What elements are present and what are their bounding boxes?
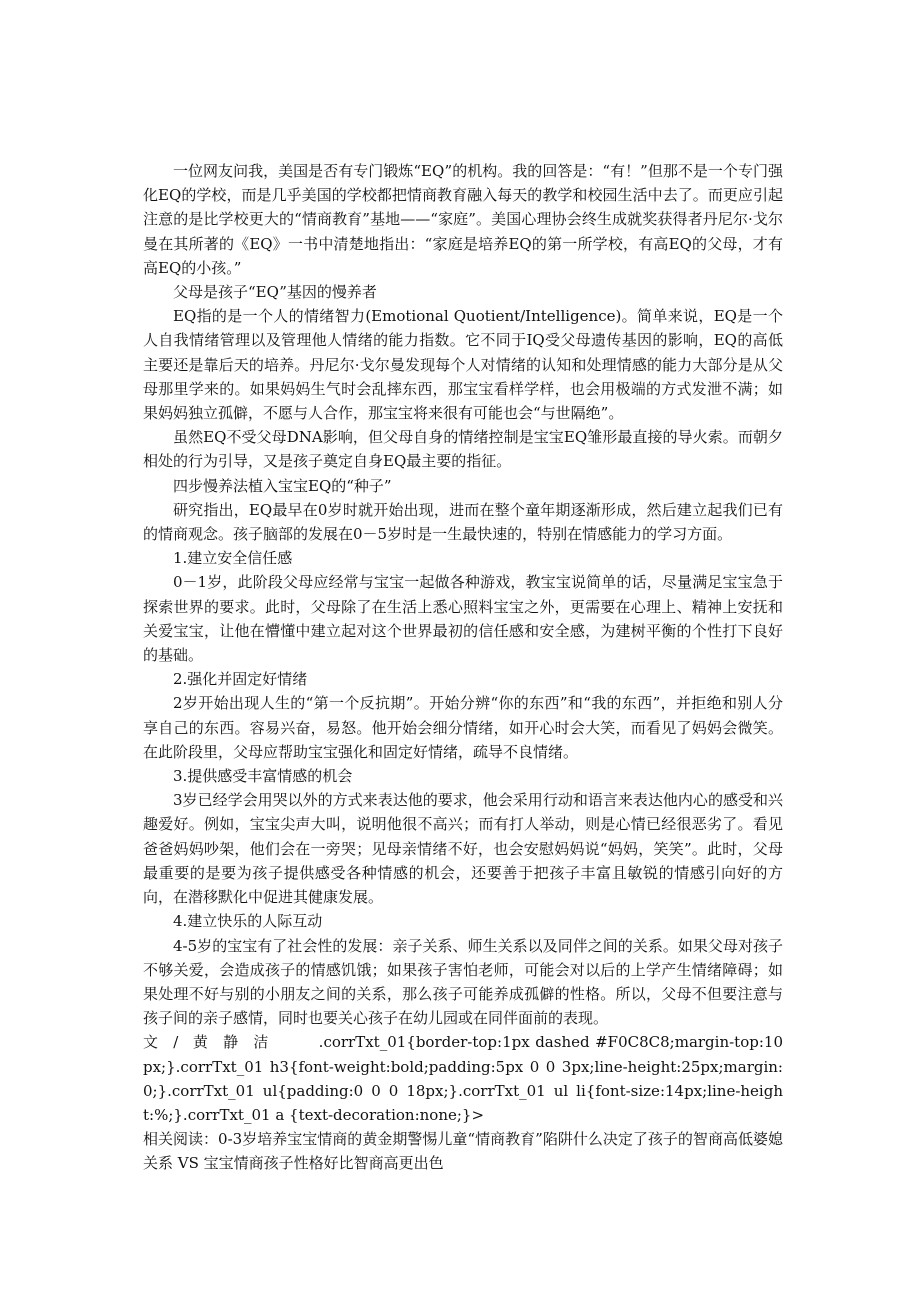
step-heading: 1.建立安全信任感 [173,549,293,568]
author-signature: 文 / 黄 静 洁 [143,1033,274,1052]
body-paragraph: 0－1岁，此阶段父母应经常与宝宝一起做各种游戏，教宝宝说简单的话，尽量满足宝宝急于探索世界的要求。此时，父母除了在生活上悉心照料宝宝之外，更需要在心理上、精神上安抚和关爱宝宝，让他在懵懂中建立起对这个世界最初的信任感和安全感，为建树平衡的个性打下良好的基础。 [143,573,783,665]
body-paragraph: 4-5岁的宝宝有了社会性的发展：亲子关系、师生关系以及同伴之间的关系。如果父母对孩子不够关爱，会造成孩子的情感饥饿；如果孩子害怕老师，可能会对以后的上学产生情绪障碍；如果处理不好与别的小朋友之间的关系，那么孩子可能养成孤僻的性格。所以，父母不但要注意与孩子间的亲子感情，同时也要关心孩子在幼儿园或在同伴面前的表现。 [143,936,783,1028]
signature-and-style-text [143,1030,783,1127]
intro-paragraph: 一位网友问我，美国是否有专门锻炼“EQ”的机构。我的回答是：“有！”但那不是一个专门强化EQ的学校，而是几乎美国的学校都把情商教育融入每天的教学和校园生活中去了。而更应引起注意的是比学校更大的“情商教育”基地——“家庭”。美国心理协会终生成就奖获得者丹尼尔·戈尔曼在其所著的《EQ》一书中清楚地指出：“家庭是培养EQ的第一所学校，有高EQ的父母，才有高EQ的小孩。” [143,162,783,277]
body-paragraph: 2岁开始出现人生的“第一个反抗期”。开始分辨“你的东西”和“我的东西”，并拒绝和别人分享自己的东西。容易兴奋，易怒。他开始会细分情绪，如开心时会大笑，而看见了妈妈会微笑。在此阶段里，父母应帮助宝宝强化和固定好情绪，疏导不良情绪。 [143,694,783,761]
step-heading: 3.提供感受丰富情感的机会 [173,767,353,786]
body-paragraph: 研究指出，EQ最早在0岁时就开始出现，进而在整个童年期逐渐形成，然后建立起我们已有的情商观念。孩子脑部的发展在0－5岁时是一生最快速的，特别在情感能力的学习方面。 [143,500,783,544]
step-heading: 2.强化并固定好情绪 [173,670,308,689]
article-body [143,159,783,1176]
body-paragraph: EQ指的是一个人的情绪智力(Emotional Quotient/Intelligence)。简单来说，EQ是一个人自我情绪管理以及管理他人情绪的能力指数。它不同于IQ受父母遗传基因的影响，EQ的高低主要还是靠后天的培养。丹尼尔·戈尔曼发现每个人对情绪的认知和处理情感的能力大部分是从父母那里学来的。如果妈妈生气时会乱摔东西，那宝宝看样学样，也会用极端的方式发泄不满；如果妈妈独立孤僻，不愿与人合作，那宝宝将来很有可能也会“与世隔绝”。 [143,307,783,423]
body-paragraph: 3岁已经学会用哭以外的方式来表达他的要求，他会采用行动和语言来表达他内心的感受和兴趣爱好。例如，宝宝尖声大叫，说明他很不高兴；而有打人举动，则是心情已经很恶劣了。看见爸爸妈妈吵架，他们会在一旁哭；见母亲情绪不好，也会安慰妈妈说“妈妈，笑笑”。此时，父母最重要的是要为孩子提供感受各种情感的机会，还要善于把孩子丰富且敏锐的情感引向好的方向，在潜移默化中促进其健康发展。 [143,791,783,907]
css-code-text: .corrTxt_01{border-top:1px dashed #F0C8C8;margin-top:10px;}.corrTxt_01 h3{font-weight:bold;padding:5px 0 0 3px;line-height:25px;margin:0;}.corrTxt_01 ul{padding:0 0 0 18px;}.corrTxt_01 ul li{font-size:14px;line-height:%;}.corrTxt_01 a {text-decoration:none;}> [143,1033,783,1124]
section-heading: 父母是孩子“EQ”基因的慢养者 [173,283,377,302]
body-paragraph: 虽然EQ不受父母DNA影响，但父母自身的情绪控制是宝宝EQ雏形最直接的导火索。而朝夕相处的行为引导，又是孩子奠定自身EQ最主要的指征。 [143,428,783,471]
section-heading: 四步慢养法植入宝宝EQ的“种子” [173,476,392,495]
step-heading: 4.建立快乐的人际互动 [173,912,323,931]
related-reading: 相关阅读：0-3岁培养宝宝情商的黄金期警惕儿童“情商教育”陷阱什么决定了孩子的智商高低婆媳关系 VS 宝宝情商孩子性格好比智商高更出色 [143,1130,783,1173]
